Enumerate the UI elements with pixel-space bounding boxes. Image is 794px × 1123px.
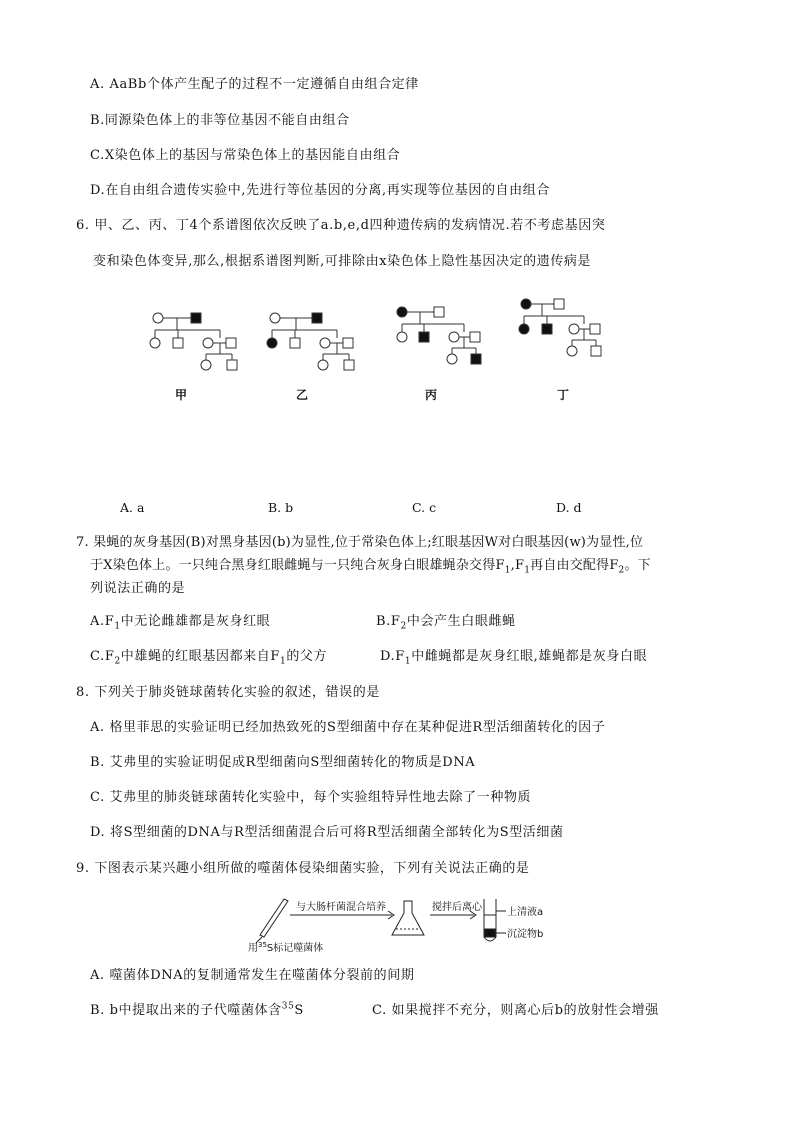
figure-caption: 用$^{35}$S标记噬菌体 (248, 941, 324, 953)
figure-step2-label: 搅拌后离心 (432, 902, 482, 913)
pedigree-label-jia: 甲 (175, 388, 188, 402)
q5-option-c: C.X染色体上的基因与常染色体上的基因能自由组合 (90, 148, 401, 163)
q6-option-d: D. d (556, 500, 582, 515)
q8-option-a: A. 格里菲思的实验证明已经加热致死的S型细菌中存在某种促进R型活细菌转化的因子 (90, 720, 606, 735)
phage-experiment-figure (240, 893, 570, 953)
q7-option-d: $D.F_1$中雌蝇都是灰身红眼,雄蝇都是灰身白眼 (380, 649, 648, 667)
q7-stem-line2: 于X染色体上。一只纯合黑身红眼雌蝇与一只纯合灰身白眼雄蝇杂交得$F_1,F_1$再自由交配得$F_2$。下 (90, 558, 651, 576)
q7-option-c: $C.F_2$中雄蝇的红眼基因都来自$F_1$的父方 (90, 649, 328, 667)
q8-stem: 8. 下列关于肺炎链球菌转化实验的叙述，错误的是 (76, 685, 380, 700)
q5-option-b: B.同源染色体上的非等位基因不能自由组合 (90, 113, 350, 128)
q7-stem-line1: 7. 果蝇的灰身基因(B)对黑身基因(b)为显性,位于常染色体上;红眼基因W对白眼基因(w)为显性,位 (76, 535, 644, 550)
q8-option-c: C. 艾弗里的肺炎链球菌转化实验中，每个实验组特异性地去除了一种物质 (90, 790, 532, 805)
pipette-icon (260, 899, 288, 937)
pedigree-label-yi: 乙 (296, 388, 309, 402)
q6-option-b: B. b (268, 500, 294, 515)
pedigree-bing (397, 307, 481, 364)
flask-icon (392, 901, 424, 935)
q9-option-c: C. 如果搅拌不充分，则离心后b的放射性会增强 (372, 1003, 659, 1018)
pedigree-label-bing: 丙 (425, 388, 438, 402)
q7-option-a: $A.F_1$中无论雌雄都是灰身红眼 (90, 614, 271, 632)
q8-option-b: B. 艾弗里的实验证明促成R型细菌向S型细菌转化的物质是DNA (90, 755, 476, 770)
pedigree-figure (140, 290, 660, 410)
q7-stem-line3: 列说法正确的是 (90, 581, 186, 596)
figure-step1-label: 与大肠杆菌混合培养 (296, 902, 386, 913)
q7-option-b: $B.F_2$中会产生白眼雌蝇 (376, 614, 516, 632)
q6-stem-line2: 变和染色体变异,那么,根据系谱图判断,可排除由x染色体上隐性基因决定的遗传病是 (93, 254, 592, 269)
pedigree-yi (267, 313, 354, 370)
pedigree-ding (519, 299, 601, 356)
q9-option-b: B. b中提取出来的子代噬菌体含$^{35}$S (90, 1001, 304, 1018)
q6-option-a: A. a (120, 500, 145, 515)
q5-option-a: A. AaBb个体产生配子的过程不一定遵循自由组合定律 (90, 77, 419, 92)
q8-option-d: D. 将S型细菌的DNA与R型活细菌混合后可将R型活细菌全部转化为S型活细菌 (90, 825, 564, 840)
q6-stem-line1: 6. 甲、乙、丙、丁4个系谱图依次反映了a.b,e,d四种遗传病的发病情况.若不考虑基因突 (76, 218, 606, 233)
q5-option-d: D.在自由组合遗传实验中,先进行等位基因的分离,再实现等位基因的自由组合 (90, 183, 550, 198)
pedigree-jia (150, 313, 237, 370)
pedigree-label-ding: 丁 (557, 388, 570, 402)
figure-precipitate-label: 沉淀物b (507, 929, 544, 940)
q9-option-a: A. 噬菌体DNA的复制通常发生在噬菌体分裂前的间期 (90, 968, 415, 983)
q9-stem: 9. 下图表示某兴趣小组所做的噬菌体侵染细菌实验，下列有关说法正确的是 (76, 861, 530, 876)
figure-supernatant-label: 上清液a (507, 907, 544, 918)
q6-option-c: C. c (412, 500, 437, 515)
